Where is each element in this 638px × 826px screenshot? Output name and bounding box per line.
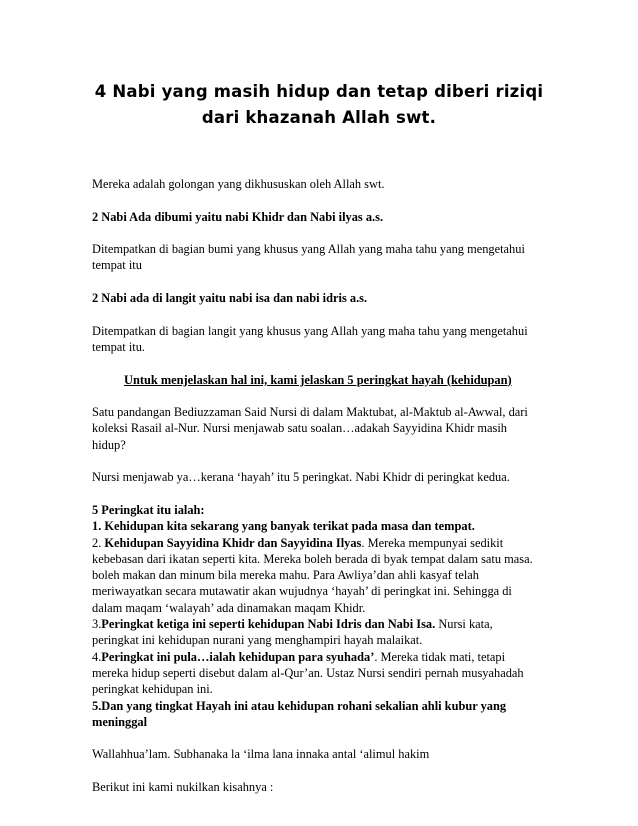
list-item-1: 1. Kehidupan kita sekarang yang banyak terikat pada masa dan tempat. <box>92 519 475 534</box>
list-item-2-line-3: boleh makan dan minum bila mereka mahu. Para Awliya’dan ahli kasyaf telah <box>92 568 479 583</box>
sky-paragraph <box>92 323 552 356</box>
list-item-2-text: . Mereka mempunyai sedikit <box>361 535 504 550</box>
nursi-answer: Nursi menjawab ya…kerana ‘hayah’ itu 5 peringkat. Nabi Khidr di peringkat kedua. <box>92 470 510 485</box>
earth-paragraph-line-1: Ditempatkan di bagian bumi yang khusus yang Allah yang maha tahu yang mengetahui <box>92 242 525 257</box>
intro-paragraph: Mereka adalah golongan yang dikhususkan oleh Allah swt. <box>92 177 385 191</box>
list-item-2 <box>92 535 552 551</box>
nursi-paragraph-line-3: hidup? <box>92 437 126 452</box>
nursi-paragraph <box>92 404 552 453</box>
list-item-4-text: . Mereka tidak mati, tetapi <box>374 649 506 664</box>
sky-paragraph-line-2: tempat itu. <box>92 339 145 354</box>
page-title <box>60 79 578 131</box>
list-item-5: 5.Dan yang tingkat Hayah ini atau kehidupan rohani sekalian ahli kubur yang <box>92 698 507 713</box>
earth-paragraph-line-2: tempat itu <box>92 258 142 273</box>
list-item-3 <box>92 616 552 632</box>
list-item-2-number: 2. <box>92 535 105 550</box>
list-item-3-bold: Peringkat ketiga ini seperti kehidupan Nabi Idris dan Nabi Isa. <box>101 617 436 632</box>
list-heading: 5 Peringkat itu ialah: <box>92 502 205 517</box>
list-item-5-line-2: meninggal <box>92 714 148 729</box>
document-body <box>92 176 552 795</box>
sky-paragraph-line-1: Ditempatkan di bagian langit yang khusus yang Allah yang maha tahu yang mengetahui <box>92 323 528 338</box>
subheading-text: Untuk menjelaskan hal ini, kami jelaskan 5 peringkat hayah (kehidupan) <box>124 372 512 387</box>
list-item-2-line-2: kebebasan dari ikatan seperti kita. Mereka boleh berada di byak tempat dalam satu masa. <box>92 551 533 566</box>
closing-prayer: Wallahhua’lam. Subhanaka la ‘ilma lana innaka antal ‘alimul hakim <box>92 747 430 762</box>
list-item-2-line-4: meriwayatkan secara mutawatir akan wujudnya ‘hayah’ di peringkat ini. Sehingga di <box>92 584 512 599</box>
list-item-4-bold: Peringkat ini pula…ialah kehidupan para syuhada’ <box>101 649 375 664</box>
list-item-2-line-5: dalam maqam ‘walayah’ ada dinamakan maqam Khidr. <box>92 600 366 615</box>
list-item-4-line-2: mereka hidup seperti disebut dalam al-Qur’an. Ustaz Nursi sendiri pernah musyahadah <box>92 665 524 680</box>
final-line: Berikut ini kami nukilkan kisahnya : <box>92 779 274 794</box>
nursi-paragraph-line-1: Satu pandangan Bediuzzaman Said Nursi di dalam Maktubat, al-Maktub al-Awwal, dari <box>92 405 528 420</box>
levels-list <box>92 502 552 730</box>
subheading <box>92 372 552 388</box>
list-item-4-number: 4. <box>92 649 102 664</box>
list-item-4 <box>92 649 552 665</box>
heading-sky-prophets: 2 Nabi ada di langit yaitu nabi isa dan nabi idris a.s. <box>92 291 368 306</box>
list-item-3-line-2: peringkat ini kehidupan nurani yang menghampiri hayah malaikat. <box>92 633 423 648</box>
list-item-3-text: Nursi kata, <box>435 617 493 632</box>
title-line-1: 4 Nabi yang masih hidup dan tetap diberi riziqi <box>94 82 544 101</box>
list-item-4-line-3: peringkat kehidupan ini. <box>92 682 213 697</box>
heading-earth-prophets: 2 Nabi Ada dibumi yaitu nabi Khidr dan Nabi ilyas a.s. <box>92 209 384 224</box>
nursi-paragraph-line-2: koleksi Rasail al-Nur. Nursi menjawab satu soalan…adakah Sayyidina Khidr masih <box>92 421 507 436</box>
earth-paragraph <box>92 241 552 274</box>
list-item-2-bold: Kehidupan Sayyidina Khidr dan Sayyidina Ilyas <box>104 535 362 550</box>
list-item-3-number: 3. <box>92 617 102 632</box>
title-line-2: dari khazanah Allah swt. <box>201 108 437 127</box>
